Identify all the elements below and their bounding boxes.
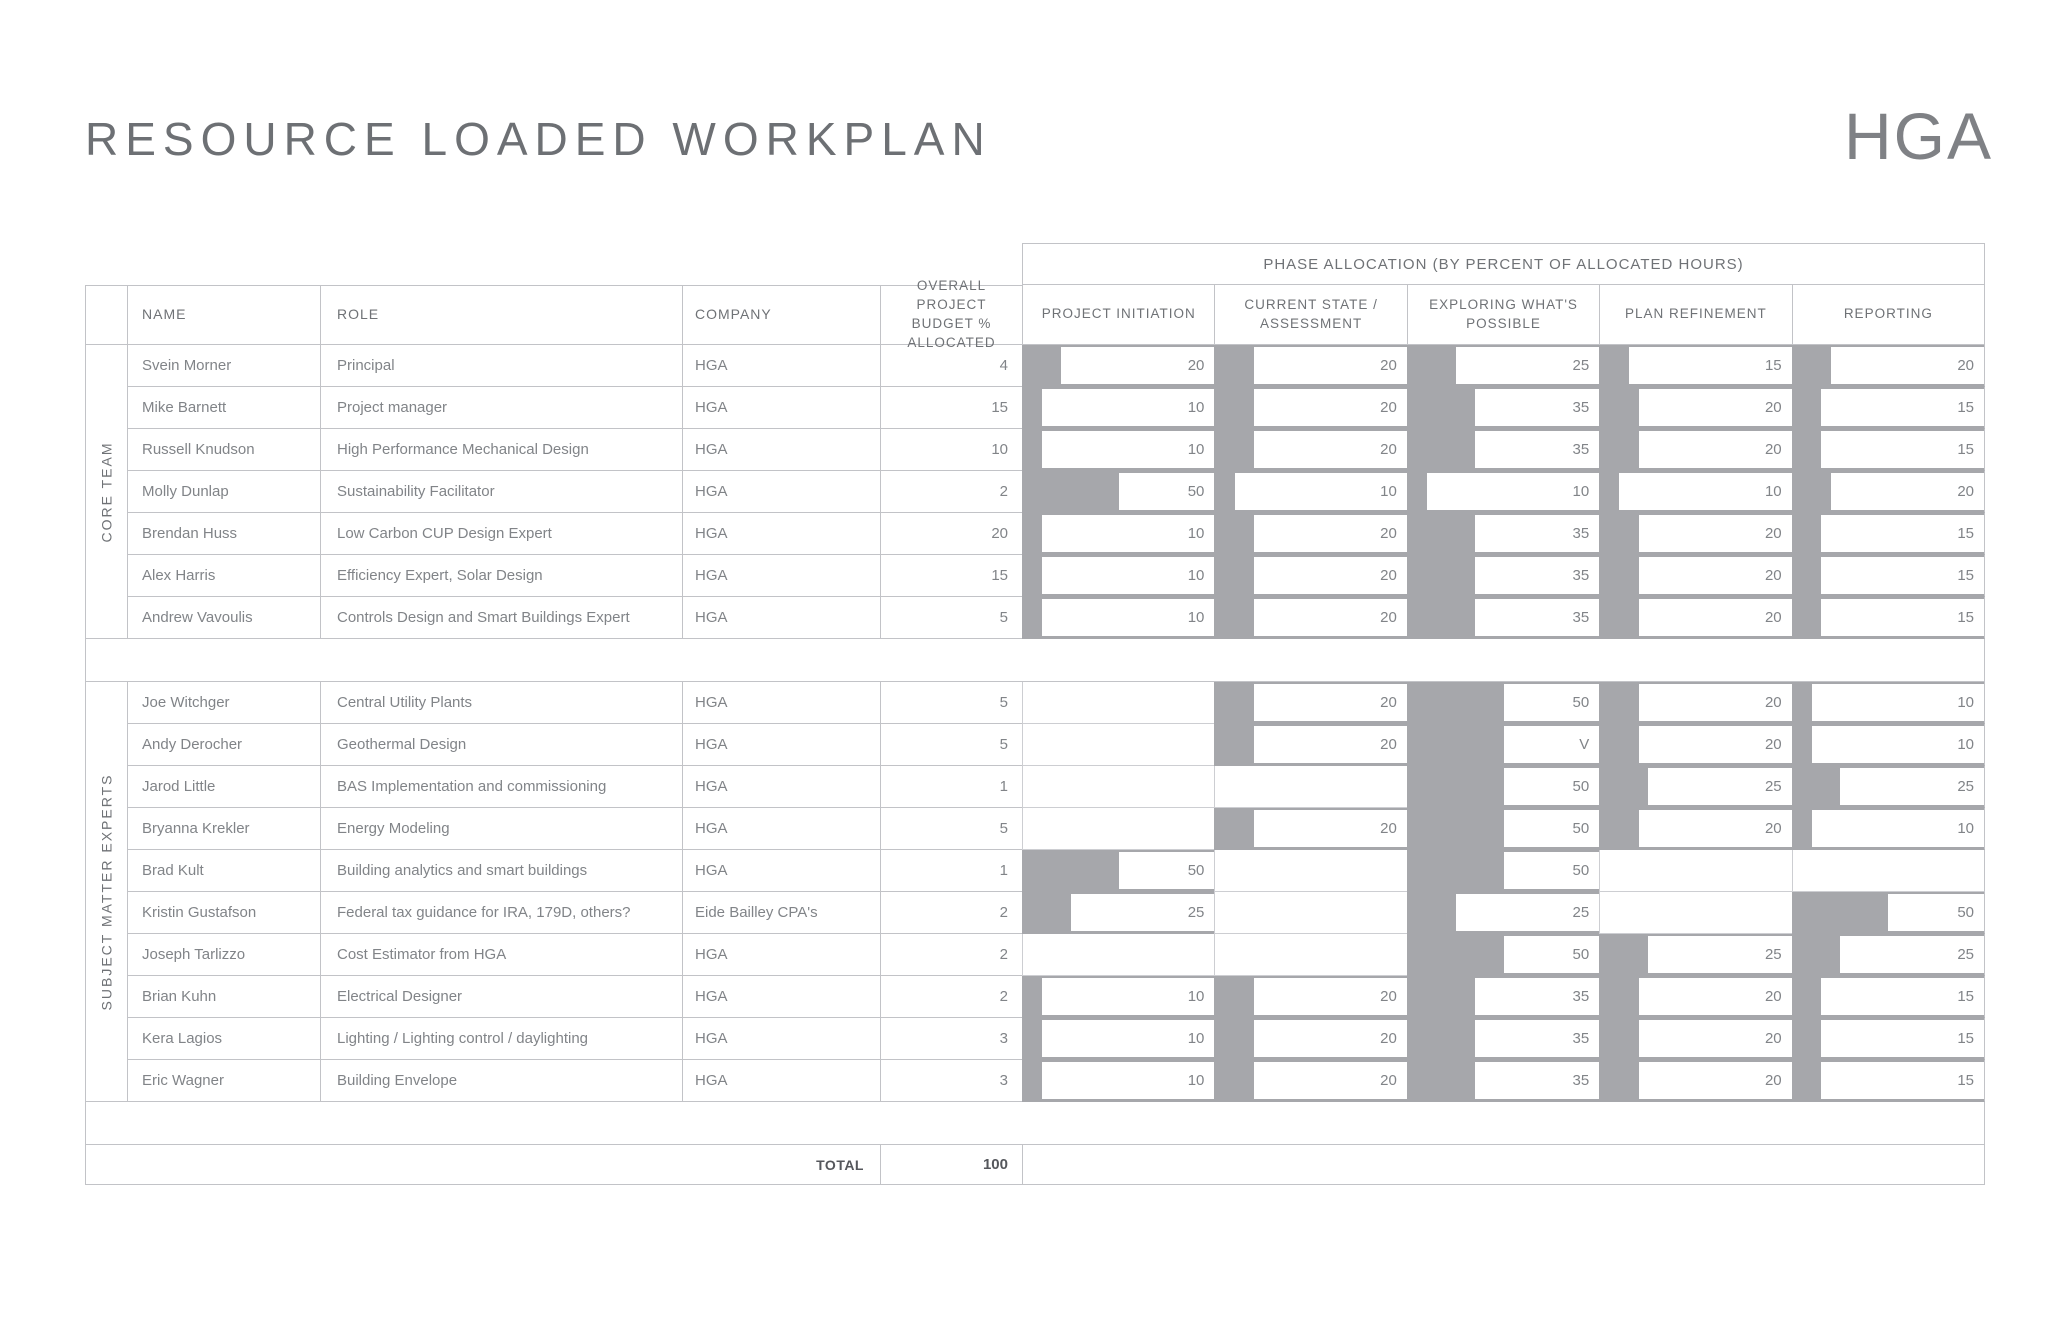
phase-cell (1407, 387, 1599, 429)
phase-cell (1792, 597, 1985, 639)
name-cell: Alex Harris (127, 555, 320, 597)
phase-cell (1407, 555, 1599, 597)
role-cell: Energy Modeling (320, 808, 682, 850)
phase-cell (1214, 976, 1406, 1018)
column-header-name: NAME (127, 285, 320, 345)
allocation-value: 35 (1475, 389, 1599, 426)
phase-cell (1792, 892, 1985, 934)
name-cell: Joseph Tarlizzo (127, 934, 320, 976)
allocation-value: 15 (1821, 515, 1984, 552)
table-row (127, 555, 1985, 597)
allocation-value: 35 (1475, 431, 1599, 468)
phase-cell (1022, 1060, 1214, 1102)
allocation-value: 15 (1821, 557, 1984, 594)
phase-cell (1599, 850, 1791, 892)
table-row (127, 850, 1985, 892)
allocation-value: 25 (1648, 768, 1792, 805)
phase-cell (1792, 1018, 1985, 1060)
column-header-role: ROLE (320, 285, 682, 345)
allocation-value: 20 (1254, 726, 1407, 763)
phase-cell (1407, 1060, 1599, 1102)
phase-cell (1792, 345, 1985, 387)
phase-cell (1792, 429, 1985, 471)
phase-cell (1599, 429, 1791, 471)
company-cell: Eide Bailley CPA's (682, 892, 880, 934)
phase-cell (1599, 513, 1791, 555)
phase-allocation-header: PHASE ALLOCATION (BY PERCENT OF ALLOCATED HOURS) (1022, 243, 1985, 285)
company-cell: HGA (682, 682, 880, 724)
phase-cell (1214, 724, 1406, 766)
role-cell: Central Utility Plants (320, 682, 682, 724)
name-cell: Jarod Little (127, 766, 320, 808)
phase-cell (1407, 513, 1599, 555)
table-row (127, 471, 1985, 513)
budget-cell: 15 (880, 387, 1022, 429)
phase-cell (1599, 892, 1791, 934)
allocation-value: 35 (1475, 1020, 1599, 1057)
group-section (85, 345, 1985, 639)
phase-cell (1792, 555, 1985, 597)
phase-cell (1792, 808, 1985, 850)
allocation-value: 50 (1504, 768, 1600, 805)
company-cell: HGA (682, 345, 880, 387)
phase-cell (1022, 976, 1214, 1018)
allocation-value: 20 (1639, 726, 1792, 763)
total-label: TOTAL (85, 1145, 880, 1185)
phase-cell (1599, 597, 1791, 639)
allocation-value: 20 (1254, 515, 1407, 552)
budget-cell: 5 (880, 808, 1022, 850)
budget-cell: 5 (880, 724, 1022, 766)
phase-cell (1214, 1060, 1406, 1102)
table-row (127, 429, 1985, 471)
phase-cell (1792, 1060, 1985, 1102)
allocation-value: 15 (1629, 347, 1792, 384)
page-title: RESOURCE LOADED WORKPLAN (85, 113, 992, 165)
phase-cell (1599, 934, 1791, 976)
allocation-value: 35 (1475, 978, 1599, 1015)
name-cell: Molly Dunlap (127, 471, 320, 513)
allocation-value: 20 (1254, 810, 1407, 847)
role-cell: Project manager (320, 387, 682, 429)
phase-cell (1214, 1018, 1406, 1060)
allocation-value: 10 (1042, 1020, 1214, 1057)
allocation-value: 50 (1504, 684, 1600, 721)
allocation-value: 15 (1821, 1062, 1984, 1099)
phase-cell (1022, 934, 1214, 976)
table-row (127, 724, 1985, 766)
company-cell: HGA (682, 976, 880, 1018)
phase-cell (1407, 682, 1599, 724)
phase-cell (1022, 513, 1214, 555)
phase-cell (1022, 766, 1214, 808)
column-header-phase: EXPLORING WHAT'S POSSIBLE (1407, 285, 1599, 345)
phase-cell (1214, 808, 1406, 850)
name-cell: Kera Lagios (127, 1018, 320, 1060)
phase-cell (1214, 471, 1406, 513)
company-cell: HGA (682, 724, 880, 766)
allocation-value: 15 (1821, 599, 1984, 636)
allocation-value: 20 (1254, 1062, 1407, 1099)
section-gap (85, 1102, 1985, 1145)
phase-cell (1214, 597, 1406, 639)
company-cell: HGA (682, 387, 880, 429)
phase-cell (1214, 766, 1406, 808)
phase-cell (1214, 682, 1406, 724)
allocation-value: 10 (1235, 473, 1407, 510)
allocation-value: 20 (1254, 1020, 1407, 1057)
budget-cell: 5 (880, 682, 1022, 724)
phase-cell (1214, 555, 1406, 597)
allocation-value: 10 (1042, 599, 1214, 636)
phase-cell (1022, 682, 1214, 724)
phase-cell (1599, 345, 1791, 387)
table-row (127, 597, 1985, 639)
company-cell: HGA (682, 513, 880, 555)
budget-cell: 1 (880, 766, 1022, 808)
allocation-value: 10 (1619, 473, 1791, 510)
phase-cell (1599, 808, 1791, 850)
role-cell: Lighting / Lighting control / daylighting (320, 1018, 682, 1060)
role-cell: Low Carbon CUP Design Expert (320, 513, 682, 555)
allocation-value: 10 (1812, 810, 1984, 847)
phase-headers (1022, 285, 1985, 345)
allocation-value: 35 (1475, 557, 1599, 594)
name-cell: Brad Kult (127, 850, 320, 892)
phase-cell (1599, 682, 1791, 724)
name-cell: Andy Derocher (127, 724, 320, 766)
table-row (127, 1060, 1985, 1102)
phase-cell (1792, 387, 1985, 429)
phase-cell (1022, 345, 1214, 387)
allocation-value: 20 (1254, 684, 1407, 721)
table-row (127, 892, 1985, 934)
allocation-value: 25 (1840, 768, 1984, 805)
budget-cell: 10 (880, 429, 1022, 471)
allocation-value: 35 (1475, 599, 1599, 636)
phase-cell (1599, 976, 1791, 1018)
column-header-phase: CURRENT STATE / ASSESSMENT (1214, 285, 1406, 345)
allocation-value: 20 (1254, 347, 1407, 384)
allocation-value: 20 (1639, 431, 1792, 468)
workplan-table (85, 243, 1985, 1185)
company-cell: HGA (682, 808, 880, 850)
phase-cell (1022, 724, 1214, 766)
total-row (85, 1145, 1985, 1185)
company-cell: HGA (682, 471, 880, 513)
budget-cell: 2 (880, 934, 1022, 976)
phase-cell (1792, 850, 1985, 892)
table-row (127, 808, 1985, 850)
company-cell: HGA (682, 850, 880, 892)
role-cell: Sustainability Facilitator (320, 471, 682, 513)
allocation-value: 50 (1119, 852, 1215, 889)
allocation-value: 10 (1427, 473, 1599, 510)
role-cell: BAS Implementation and commissioning (320, 766, 682, 808)
phase-cell (1407, 892, 1599, 934)
group-label-cell (85, 345, 127, 639)
budget-cell: 15 (880, 555, 1022, 597)
budget-cell: 1 (880, 850, 1022, 892)
allocation-value: 20 (1639, 515, 1792, 552)
table-body (85, 345, 1985, 1145)
phase-cell (1214, 345, 1406, 387)
allocation-value: 50 (1504, 810, 1600, 847)
phase-cell (1214, 513, 1406, 555)
phase-cell (1407, 429, 1599, 471)
allocation-value: 10 (1042, 978, 1214, 1015)
phase-cell (1792, 934, 1985, 976)
phase-cell (1407, 471, 1599, 513)
allocation-value: 25 (1456, 347, 1600, 384)
allocation-value: 20 (1639, 978, 1792, 1015)
name-cell: Andrew Vavoulis (127, 597, 320, 639)
allocation-value: 50 (1504, 852, 1600, 889)
allocation-value: 20 (1639, 1062, 1792, 1099)
allocation-value: 25 (1456, 894, 1600, 931)
phase-cell (1214, 892, 1406, 934)
phase-cell (1792, 976, 1985, 1018)
column-header-budget: OVERALL PROJECT BUDGET % ALLOCATED (880, 285, 1022, 345)
allocation-value: 20 (1254, 599, 1407, 636)
company-cell: HGA (682, 766, 880, 808)
allocation-value: 15 (1821, 1020, 1984, 1057)
role-cell: Cost Estimator from HGA (320, 934, 682, 976)
group-label: CORE TEAM (98, 441, 115, 542)
allocation-value: 20 (1254, 389, 1407, 426)
allocation-value: 50 (1119, 473, 1215, 510)
allocation-value: 10 (1812, 684, 1984, 721)
allocation-value: 20 (1639, 599, 1792, 636)
budget-cell: 3 (880, 1060, 1022, 1102)
phase-cell (1599, 1060, 1791, 1102)
role-cell: Efficiency Expert, Solar Design (320, 555, 682, 597)
budget-cell: 2 (880, 892, 1022, 934)
column-header-phase: PLAN REFINEMENT (1599, 285, 1791, 345)
allocation-value: 20 (1639, 557, 1792, 594)
phase-cell (1022, 1018, 1214, 1060)
budget-cell: 20 (880, 513, 1022, 555)
role-cell: Geothermal Design (320, 724, 682, 766)
name-cell: Brian Kuhn (127, 976, 320, 1018)
allocation-value: 20 (1831, 473, 1984, 510)
allocation-value: 50 (1504, 936, 1600, 973)
company-cell: HGA (682, 597, 880, 639)
budget-cell: 5 (880, 597, 1022, 639)
company-logo: HGA (1843, 99, 1993, 173)
allocation-value: 35 (1475, 515, 1599, 552)
name-cell: Joe Witchger (127, 682, 320, 724)
group-label: SUBJECT MATTER EXPERTS (98, 773, 115, 1010)
company-cell: HGA (682, 555, 880, 597)
phase-cell (1407, 345, 1599, 387)
allocation-value: 15 (1821, 431, 1984, 468)
table-row (127, 345, 1985, 387)
allocation-value: 20 (1254, 557, 1407, 594)
allocation-value: 10 (1042, 431, 1214, 468)
group-rows (127, 682, 1985, 1102)
phase-cell (1214, 429, 1406, 471)
phase-cell (1022, 808, 1214, 850)
allocation-value: 15 (1821, 389, 1984, 426)
role-cell: Controls Design and Smart Buildings Expert (320, 597, 682, 639)
phase-cell (1407, 766, 1599, 808)
table-row (127, 513, 1985, 555)
column-header-phase: REPORTING (1792, 285, 1985, 345)
column-header-company: COMPANY (682, 285, 880, 345)
phase-cell (1792, 513, 1985, 555)
allocation-value: 20 (1639, 1020, 1792, 1057)
phase-cell (1214, 934, 1406, 976)
phase-cell (1599, 724, 1791, 766)
group-label-cell (85, 682, 127, 1102)
allocation-value: V (1504, 726, 1600, 763)
name-cell: Bryanna Krekler (127, 808, 320, 850)
budget-cell: 3 (880, 1018, 1022, 1060)
section-gap (85, 639, 1985, 682)
table-row (127, 1018, 1985, 1060)
phase-cell (1599, 766, 1791, 808)
allocation-value: 25 (1648, 936, 1792, 973)
phase-cell (1407, 1018, 1599, 1060)
name-cell: Brendan Huss (127, 513, 320, 555)
allocation-value: 10 (1042, 389, 1214, 426)
table-row (127, 387, 1985, 429)
group-label-header (85, 285, 127, 345)
phase-cell (1214, 850, 1406, 892)
phase-cell (1022, 892, 1214, 934)
phase-cell (1407, 808, 1599, 850)
phase-cell (1022, 471, 1214, 513)
phase-cell (1407, 724, 1599, 766)
phase-cell (1214, 387, 1406, 429)
table-row (127, 766, 1985, 808)
column-header-phase: PROJECT INITIATION (1022, 285, 1214, 345)
budget-cell: 4 (880, 345, 1022, 387)
allocation-value: 25 (1840, 936, 1984, 973)
group-rows (127, 345, 1985, 639)
total-budget-value: 100 (880, 1145, 1022, 1185)
allocation-value: 20 (1061, 347, 1214, 384)
name-cell: Russell Knudson (127, 429, 320, 471)
name-cell: Kristin Gustafson (127, 892, 320, 934)
phase-band-row (85, 243, 1985, 285)
allocation-value: 20 (1639, 389, 1792, 426)
table-row (127, 976, 1985, 1018)
group-section (85, 682, 1985, 1102)
allocation-value: 10 (1812, 726, 1984, 763)
phase-cell (1407, 850, 1599, 892)
phase-cell (1599, 387, 1791, 429)
allocation-value: 20 (1639, 810, 1792, 847)
phase-cell (1792, 724, 1985, 766)
phase-cell (1407, 597, 1599, 639)
name-cell: Eric Wagner (127, 1060, 320, 1102)
phase-cell (1022, 387, 1214, 429)
phase-cell (1407, 934, 1599, 976)
budget-cell: 2 (880, 976, 1022, 1018)
phase-cell (1022, 429, 1214, 471)
role-cell: Federal tax guidance for IRA, 179D, others? (320, 892, 682, 934)
allocation-value: 20 (1254, 978, 1407, 1015)
name-cell: Mike Barnett (127, 387, 320, 429)
allocation-value: 50 (1888, 894, 1984, 931)
allocation-value: 20 (1254, 431, 1407, 468)
allocation-value: 10 (1042, 515, 1214, 552)
allocation-value: 15 (1821, 978, 1984, 1015)
allocation-value: 35 (1475, 1062, 1599, 1099)
allocation-value: 20 (1639, 684, 1792, 721)
company-cell: HGA (682, 429, 880, 471)
phase-cell (1022, 555, 1214, 597)
allocation-value: 20 (1831, 347, 1984, 384)
table-row (127, 934, 1985, 976)
phase-cell (1792, 682, 1985, 724)
phase-cell (1792, 766, 1985, 808)
phase-cell (1022, 850, 1214, 892)
name-cell: Svein Morner (127, 345, 320, 387)
total-phase-area (1022, 1145, 1985, 1185)
role-cell: Building analytics and smart buildings (320, 850, 682, 892)
allocation-value: 25 (1071, 894, 1215, 931)
table-row (127, 682, 1985, 724)
company-cell: HGA (682, 1060, 880, 1102)
role-cell: High Performance Mechanical Design (320, 429, 682, 471)
role-cell: Principal (320, 345, 682, 387)
phase-cell (1599, 1018, 1791, 1060)
column-header-row (85, 278, 1985, 350)
phase-cell (1792, 471, 1985, 513)
phase-cell (1022, 597, 1214, 639)
role-cell: Electrical Designer (320, 976, 682, 1018)
role-cell: Building Envelope (320, 1060, 682, 1102)
phase-cell (1599, 555, 1791, 597)
allocation-value: 10 (1042, 557, 1214, 594)
band-spacer (85, 243, 1022, 285)
phase-cell (1407, 976, 1599, 1018)
budget-cell: 2 (880, 471, 1022, 513)
phase-cell (1599, 471, 1791, 513)
allocation-value: 10 (1042, 1062, 1214, 1099)
company-cell: HGA (682, 1018, 880, 1060)
company-cell: HGA (682, 934, 880, 976)
